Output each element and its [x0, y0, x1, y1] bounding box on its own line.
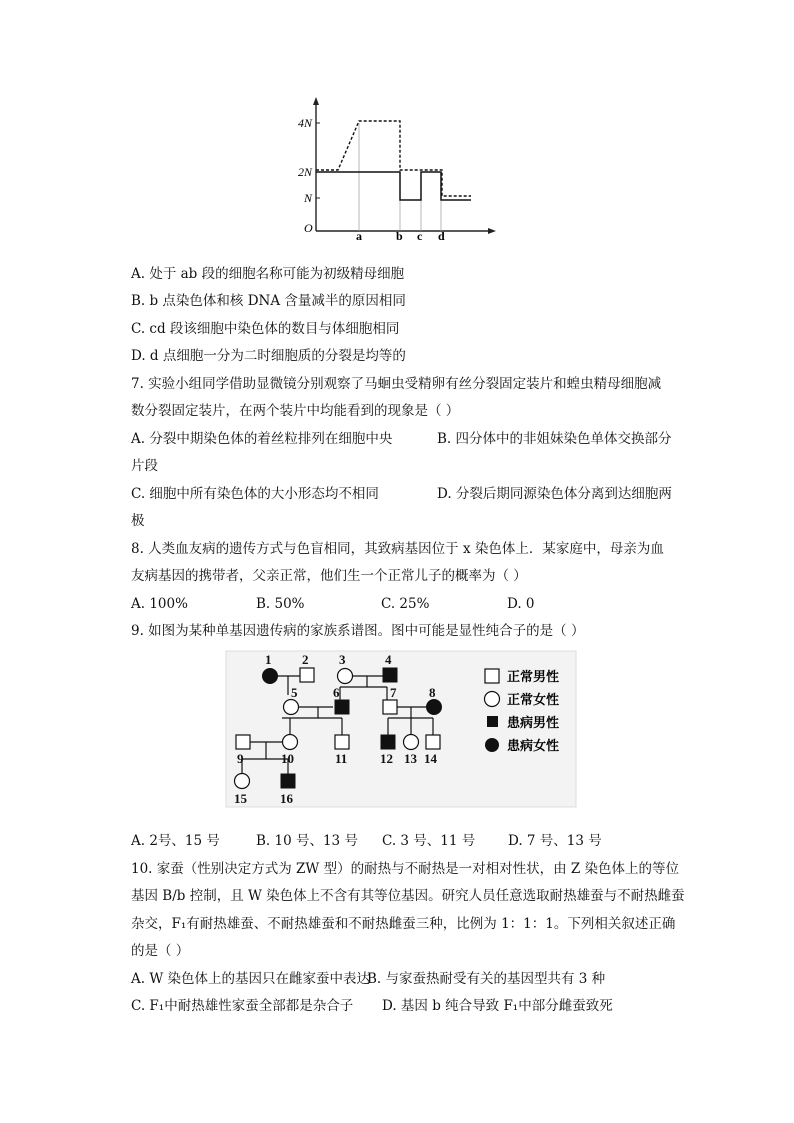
legend-affected-male-icon: [487, 716, 498, 727]
q7-option-d-cont: 极: [131, 513, 145, 529]
y-label-n: N: [304, 191, 313, 205]
label-16: 16: [280, 791, 293, 806]
label-9: 9: [237, 751, 244, 766]
q8-option-d: D. 0: [507, 596, 535, 612]
q7-option-b: B. 四分体中的非姐妹染色单体交换部分: [437, 431, 672, 447]
legend-affected-female-icon: [485, 738, 499, 752]
q7-option-a: A. 分裂中期染色体的着丝粒排列在细胞中央: [131, 431, 393, 447]
x-label-a: a: [356, 229, 362, 242]
individual-15: [235, 774, 250, 789]
x-label-d: d: [438, 229, 445, 242]
origin-label: O: [304, 221, 313, 235]
dashed-curve: [316, 121, 471, 196]
legend-normal-male: 正常男性: [507, 670, 560, 685]
label-4: 4: [385, 652, 392, 667]
q7-option-d: D. 分裂后期同源染色体分离到达细胞两: [437, 486, 672, 502]
label-11: 11: [335, 751, 348, 766]
q8-option-c: C. 25%: [381, 596, 430, 612]
q9-option-c: C. 3 号、11 号: [382, 833, 476, 849]
legend-affected-male: 患病男性: [507, 716, 560, 731]
q10-option-c: C. F₁中耐热雄性家蚕全部都是杂合子: [131, 998, 354, 1014]
solid-curve: [316, 172, 471, 200]
individual-3: [338, 669, 353, 684]
legend-affected-female: 患病女性: [507, 739, 560, 754]
label-5: 5: [291, 685, 298, 700]
y-label-4n: 4N: [298, 116, 313, 130]
individual-2: [300, 668, 314, 682]
label-10: 10: [281, 751, 294, 766]
label-15: 15: [234, 791, 247, 806]
q10-option-d: D. 基因 b 纯合导致 F₁中部分雌蚕致死: [382, 998, 613, 1014]
q10-stem-line3: 杂交，F₁有耐热雄蚕、不耐热雄蚕和不耐热雌蚕三种，比例为 1：1：1。下列相关叙述正确: [131, 916, 676, 932]
q10-option-a: A. W 染色体上的基因只在雌家蚕中表达: [131, 971, 370, 987]
legend-normal-male-icon: [485, 669, 499, 683]
q10-stem-line4: 的是（ ）: [131, 943, 190, 959]
q6-option-c: C. cd 段该细胞中染色体的数目与体细胞相同: [131, 321, 400, 337]
legend-normal-female: 正常女性: [507, 693, 560, 708]
q6-option-a: A. 处于 ab 段的细胞名称可能为初级精母细胞: [131, 266, 405, 282]
legend-normal-female-icon: [485, 692, 500, 707]
individual-8: [427, 700, 442, 715]
individual-11: [335, 735, 349, 749]
label-1: 1: [265, 652, 272, 667]
chromosome-dna-graph: [290, 96, 500, 242]
q7-stem-line2: 数分裂固定装片，在两个装片中均能看到的现象是（ ）: [131, 403, 460, 419]
x-label-c: c: [417, 229, 423, 242]
label-2: 2: [302, 652, 309, 667]
q8-stem-line1: 8. 人类血友病的遗传方式与色盲相同，其致病基因位于 x 染色体上．某家庭中，母亲为血: [131, 541, 664, 557]
individual-13: [404, 735, 419, 750]
q7-option-c: C. 细胞中所有染色体的大小形态均不相同: [131, 486, 379, 502]
individual-1: [263, 669, 278, 684]
q10-stem-line1: 10. 家蚕（性别决定方式为 ZW 型）的耐热与不耐热是一对相对性状，由 Z 染色体上的等位: [131, 861, 680, 877]
individual-4: [383, 668, 397, 682]
individual-16: [281, 774, 295, 788]
individual-9: [236, 735, 250, 749]
pedigree-chart: [225, 650, 577, 808]
label-13: 13: [404, 751, 417, 766]
q9-option-b: B. 10 号、13 号: [256, 833, 358, 849]
q10-option-b: B. 与家蚕热耐受有关的基因型共有 3 种: [367, 971, 606, 987]
q9-option-d: D. 7 号、13 号: [508, 833, 602, 849]
q7-stem-line1: 7. 实验小组同学借助显微镜分别观察了马蛔虫受精卵有丝分裂固定装片和蝗虫精母细胞减: [131, 376, 662, 392]
q10-stem-line2: 基因 B/b 控制，且 W 染色体上不含有其等位基因。研究人员任意选取耐热雄蚕与不耐热雌蚕: [131, 888, 685, 904]
individual-14: [426, 735, 440, 749]
individual-5: [284, 700, 299, 715]
label-6: 6: [333, 685, 340, 700]
q8-stem-line2: 友病基因的携带者，父亲正常，他们生一个正常儿子的概率为（ ）: [131, 568, 527, 584]
x-label-b: b: [396, 229, 403, 242]
label-14: 14: [424, 751, 437, 766]
q6-option-b: B. b 点染色体和核 DNA 含量减半的原因相同: [131, 293, 406, 309]
y-label-2n: 2N: [298, 165, 313, 179]
individual-12: [381, 735, 395, 749]
q9-option-a: A. 2号、15 号: [131, 833, 220, 849]
q9-stem: 9. 如图为某种单基因遗传病的家族系谱图。图中可能是显性纯合子的是（ ）: [131, 623, 585, 639]
q8-option-a: A. 100%: [131, 596, 188, 612]
label-3: 3: [339, 652, 346, 667]
individual-7: [383, 700, 397, 714]
q7-option-b-cont: 片段: [131, 458, 158, 474]
label-12: 12: [380, 751, 393, 766]
q8-option-b: B. 50%: [256, 596, 305, 612]
q6-option-d: D. d 点细胞一分为二时细胞质的分裂是均等的: [131, 348, 406, 364]
individual-10: [283, 735, 298, 750]
individual-6: [335, 700, 349, 714]
label-8: 8: [429, 685, 436, 700]
label-7: 7: [390, 685, 397, 700]
